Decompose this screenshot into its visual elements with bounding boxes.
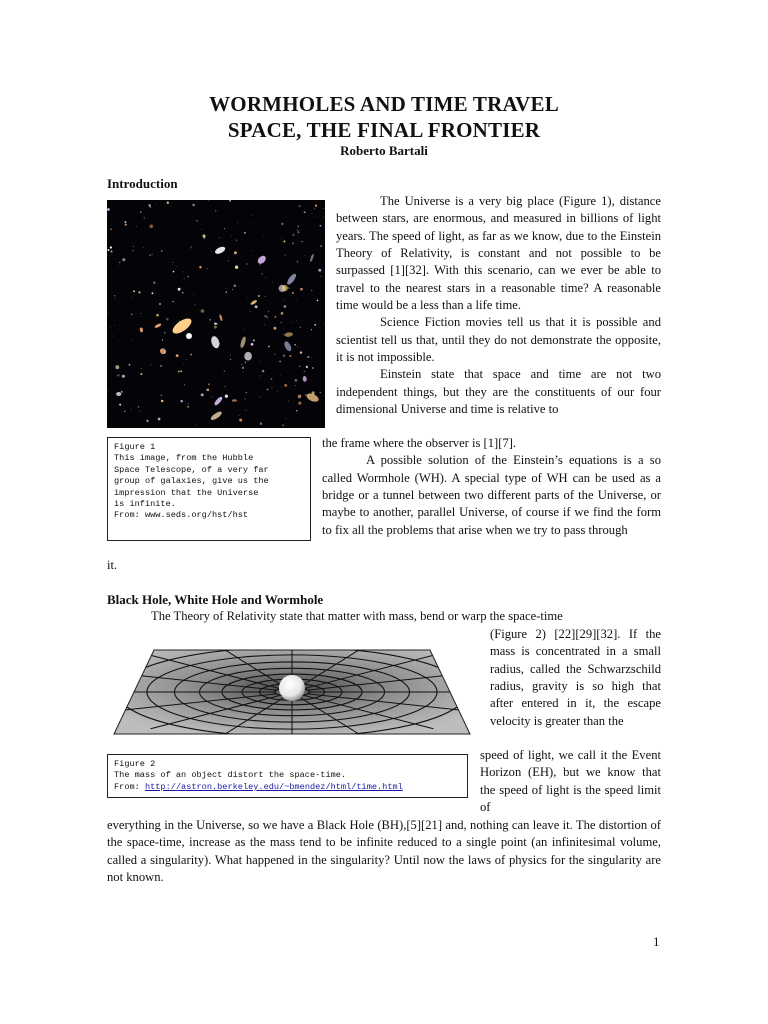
author: Roberto Bartali bbox=[340, 143, 428, 158]
figure-2-from-label: From: bbox=[114, 781, 145, 792]
section-2-lead: The Theory of Relativity state that matter with mass, bend or warp the space-time bbox=[151, 609, 563, 623]
page-number: 1 bbox=[653, 934, 660, 949]
intro-paragraph-3a: Einstein state that space and time are not two independent things, but they are the constituents of our four dimensional Universe and time is relative to bbox=[336, 367, 661, 417]
intro-paragraph-3b: the frame where the observer is [1][7]. bbox=[322, 436, 517, 450]
intro-column-lower bbox=[322, 435, 661, 539]
hubble-deep-field-picture bbox=[107, 200, 325, 428]
figure-2-caption-line bbox=[114, 782, 461, 793]
figure-1-caption-line: Figure 1 bbox=[114, 442, 156, 452]
intro-paragraph-4: A possible solution of the Einstein’s equations is a so called Wormhole (WH). A special type of WH can be used as a bridge or a tunnel between two different parts of the Universe, or maybe to another, parallel Universe, of course if we find the form to fix all the problems that arise when we try to pass through bbox=[322, 453, 661, 537]
introduction-heading: Introduction bbox=[107, 176, 178, 191]
section-2-full-width-text: everything in the Universe, so we have a Black Hole (BH),[5][21] and, nothing can leave it. The distortion of the space-time, increase as the mass tend to be infinite reduced to a single point (an infinitesimal volume, called a singularity). What happened in the singularity? Until now the laws of physics for the singularity are not known. bbox=[107, 818, 661, 885]
title-line-2: SPACE, THE FINAL FRONTIER bbox=[227, 118, 541, 142]
intro-paragraph-1: The Universe is a very big place (Figure 1), distance between stars, are enormous, and measured in billions of light years. The speed of light, as far as we know, due to the Einstein Theory of Relativity, is constant and not possible to be surpassed [1][32]. With this scenario, can we ever be able to travel to the nearest stars in a reasonable time? A reasonable time would be a less than a life time. bbox=[336, 194, 661, 313]
intro-column-upper bbox=[336, 193, 661, 418]
intro-paragraph-4-end: it. bbox=[107, 558, 118, 572]
section-2-side-text-2: speed of light, we call it the Event Horizon (EH), but we know that the speed of light is the speed limit of bbox=[480, 748, 661, 815]
spacetime-grid-image bbox=[112, 642, 472, 738]
warped-spacetime-picture bbox=[112, 642, 472, 738]
figure-1-caption bbox=[107, 437, 311, 541]
figure-1-caption-line: From: www.seds.org/hst/hst bbox=[114, 510, 249, 521]
galaxy-image bbox=[107, 200, 325, 428]
figure-1-caption-line: is infinite. bbox=[114, 499, 176, 510]
figure-1-caption-line: group of galaxies, give us the bbox=[114, 476, 269, 487]
figure-2-caption-line: Figure 2 bbox=[114, 759, 156, 769]
figure-2-caption bbox=[107, 754, 468, 798]
figure-2-caption-line: The mass of an object distort the space-time. bbox=[114, 770, 347, 781]
figure-1-caption-line: This image, from the Hubble bbox=[114, 453, 254, 464]
section-2-heading: Black Hole, White Hole and Wormhole bbox=[107, 592, 324, 607]
figure-1-caption-line: Space Telescope, of a very far bbox=[114, 464, 269, 475]
intro-paragraph-2: Science Fiction movies tell us that it is possible and scientist tell us that, until they do not demonstrate the opposite, it is not impossible. bbox=[336, 315, 661, 365]
figure-1-caption-line: impression that the Universe bbox=[114, 487, 259, 498]
section-2-side-text: (Figure 2) [22][29][32]. If the mass is concentrated in a small radius, called the Schwarzschild radius, gravity is so high that after entered in it, the escape velocity is greater than the bbox=[490, 627, 661, 728]
figure-2-source-link[interactable]: http://astron.berkeley.edu/~bmendez/html/time.html bbox=[144, 781, 403, 792]
title-line-1: WORMHOLES AND TIME TRAVEL bbox=[209, 92, 559, 116]
